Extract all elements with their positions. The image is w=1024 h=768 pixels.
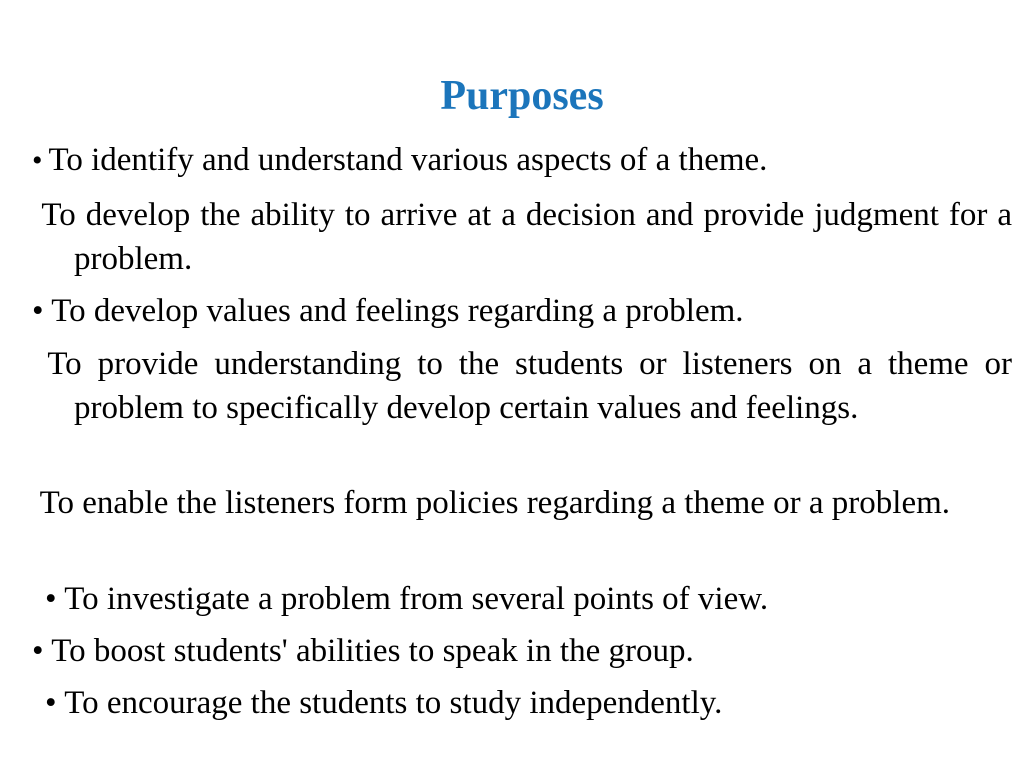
bullet-item xyxy=(32,289,1012,333)
bullet-item xyxy=(45,577,1012,621)
bullet-icon: • xyxy=(45,685,57,721)
bullet-text: To identify and understand various aspects of a theme. xyxy=(48,142,768,178)
bullet-item xyxy=(32,138,1012,183)
bullet-item xyxy=(32,481,1012,525)
bullet-icon: • xyxy=(32,293,44,329)
bullet-text: To boost students' abilities to speak in the group. xyxy=(51,633,694,669)
slide-title: Purposes xyxy=(440,73,604,119)
bullet-text: To develop values and feelings regarding a problem. xyxy=(51,293,744,329)
bullet-text: To develop the ability to arrive at a decision and provide judgment for a problem. xyxy=(41,197,1013,277)
bullet-text: To encourage the students to study independently. xyxy=(64,685,723,721)
bullet-icon: • xyxy=(32,144,43,177)
bullet-item xyxy=(32,342,1012,430)
bullet-item xyxy=(32,629,1012,673)
bullet-text: To investigate a problem from several points of view. xyxy=(64,581,769,617)
bullet-icon: • xyxy=(32,633,44,669)
bullet-item xyxy=(32,193,1012,281)
bullet-text: To provide understanding to the students or listeners on a theme or problem to specifically develop certain values and feelings. xyxy=(47,346,1012,426)
bullet-item xyxy=(45,681,1012,725)
bullet-icon: • xyxy=(45,581,57,617)
bullet-text: To enable the listeners form policies regarding a theme or a problem. xyxy=(39,485,951,521)
